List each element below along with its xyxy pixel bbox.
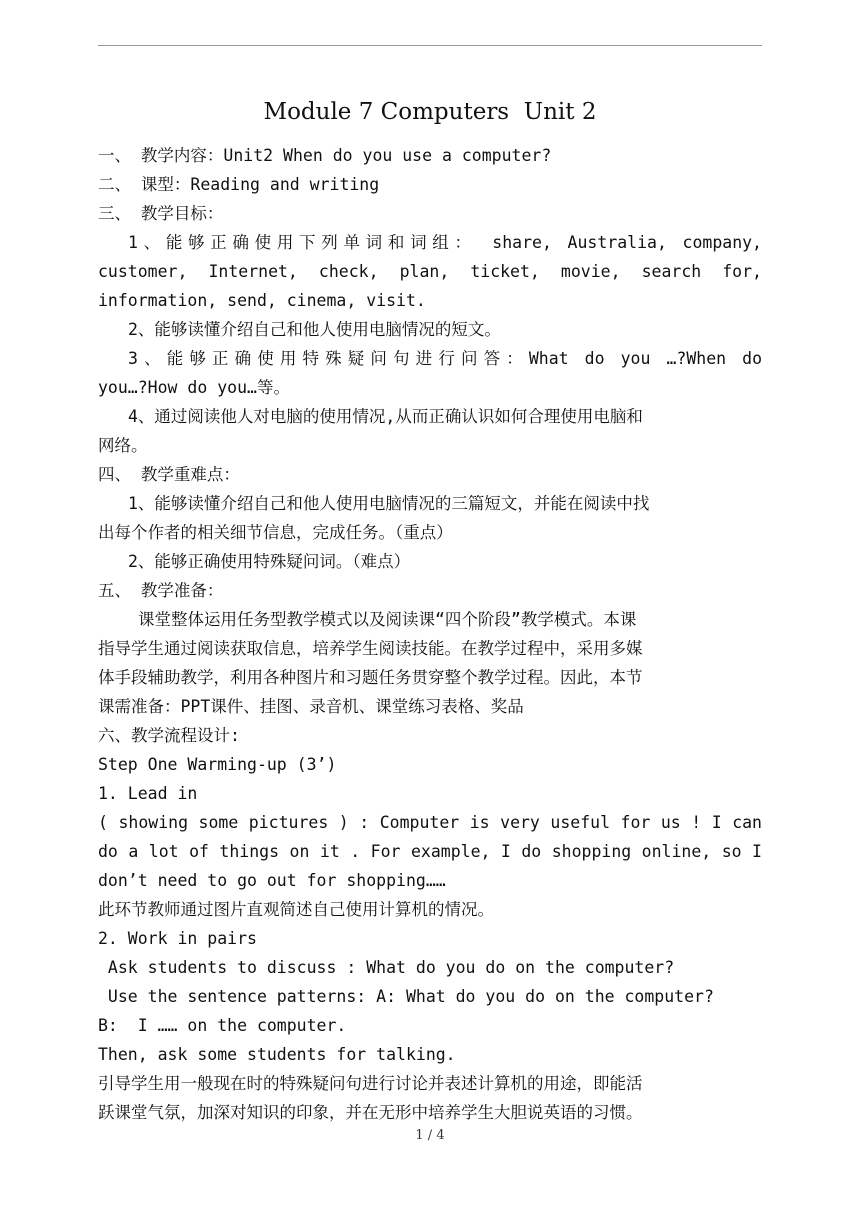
- text-line: 网络。: [98, 436, 148, 455]
- text-line: 出每个作者的相关细节信息，完成任务。（重点）: [98, 523, 453, 542]
- text-line: 1、能够正确使用下列单词和词组： share, Australia, company,: [128, 233, 762, 252]
- text-line: 3、能够正确使用特殊疑问句进行问答：What do you …?When do: [128, 349, 762, 368]
- text-line: don’t need to go out for shopping……: [98, 871, 446, 890]
- text-line: Then, ask some students for talking.: [98, 1045, 456, 1064]
- page-number: 1 / 4: [415, 1128, 445, 1143]
- section-heading: 一、 教学内容：Unit2 When do you use a computer?: [98, 146, 552, 165]
- text-line: 2、能够读懂介绍自己和他人使用电脑情况的短文。: [128, 320, 501, 339]
- text-line: B: I …… on the computer.: [98, 1016, 347, 1035]
- text-line: do a lot of things on it . For example, I do shopping online, so I: [98, 842, 762, 861]
- text-line: 此环节教师通过图片直观简述自己使用计算机的情况。: [98, 900, 494, 919]
- text-line: 跃课堂气氛，加深对知识的印象，并在无形中培养学生大胆说英语的习惯。: [98, 1103, 643, 1122]
- step-heading: Step One Warming-up (3’): [98, 755, 337, 774]
- header-rule: [98, 45, 762, 46]
- section-heading: 三、 教学目标：: [98, 204, 224, 223]
- text-line: 课堂整体运用任务型教学模式以及阅读课“四个阶段”教学模式。本课: [138, 610, 637, 629]
- section-heading: 二、 课型：Reading and writing: [98, 175, 380, 194]
- text-line: 4、通过阅读他人对电脑的使用情况,从而正确认识如何合理使用电脑和: [128, 407, 643, 426]
- document-title: Module 7 Computers Unit 2: [263, 99, 597, 125]
- text-line: 1. Lead in: [98, 784, 198, 803]
- text-line: Ask students to discuss : What do you do on the computer?: [98, 958, 675, 977]
- text-line: 2. Work in pairs: [98, 929, 257, 948]
- section-heading: 四、 教学重难点：: [98, 465, 240, 484]
- text-line: customer, Internet, check, plan, ticket, movie, search for,: [98, 262, 762, 281]
- section-heading: 五、 教学准备：: [98, 581, 224, 600]
- text-line: 2、能够正确使用特殊疑问词。（难点）: [128, 552, 411, 571]
- text-line: 指导学生通过阅读获取信息，培养学生阅读技能。在教学过程中，采用多媒: [98, 639, 643, 658]
- section-heading: 六、教学流程设计:: [98, 726, 240, 745]
- text-line: you…?How do you…等。: [98, 378, 290, 397]
- text-line: 体手段辅助教学，利用各种图片和习题任务贯穿整个教学过程。因此，本节: [98, 668, 643, 687]
- text-line: 课需准备：PPT课件、挂图、录音机、课堂练习表格、奖品: [98, 697, 524, 716]
- document-body: [98, 141, 762, 1127]
- text-line: information, send, cinema, visit.: [98, 291, 426, 310]
- text-line: 1、能够读懂介绍自己和他人使用电脑情况的三篇短文，并能在阅读中找: [128, 494, 650, 513]
- text-line: ( showing some pictures ) : Computer is very useful for us ! I can: [98, 813, 762, 832]
- text-line: 引导学生用一般现在时的特殊疑问句进行讨论并表述计算机的用途，即能活: [98, 1074, 643, 1093]
- text-line: Use the sentence patterns: A: What do you do on the computer?: [98, 987, 714, 1006]
